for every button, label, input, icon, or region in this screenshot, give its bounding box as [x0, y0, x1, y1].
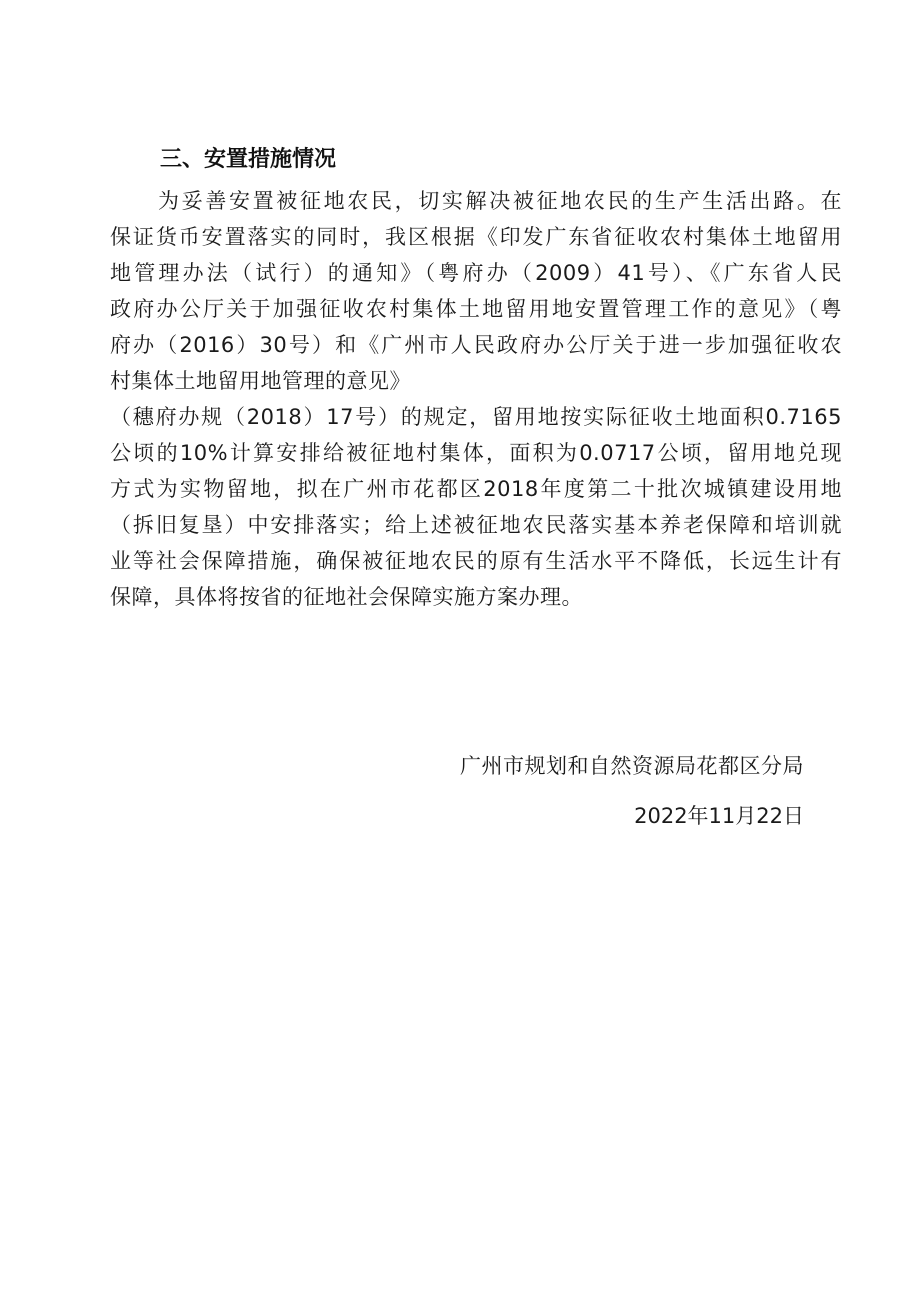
body-line: 方式为实物留地，拟在广州市花都区2018年度第二十批次城镇建设用地	[110, 477, 842, 501]
signature-organization: 广州市规划和自然资源局花都区分局	[460, 754, 804, 778]
body-line: （穗府办规（2018）17号）的规定，留用地按实际征收土地面积0.7165	[110, 405, 842, 429]
body-paragraphs	[110, 183, 842, 615]
signature-block	[460, 748, 804, 834]
body-line: 政府办公厅关于加强征收农村集体土地留用地安置管理工作的意见》（粤	[110, 297, 842, 321]
body-line: 保证货币安置落实的同时，我区根据《印发广东省征收农村集体土地留用	[110, 225, 842, 249]
body-line: （拆旧复垦）中安排落实；给上述被征地农民落实基本养老保障和培训就	[110, 513, 842, 537]
body-line: 为妥善安置被征地农民，切实解决被征地农民的生产生活出路。在	[158, 189, 842, 213]
body-line: 保障，具体将按省的征地社会保障实施方案办理。	[110, 585, 583, 609]
body-line: 公顷的10%计算安排给被征地村集体，面积为0.0717公顷，留用地兑现	[110, 441, 842, 465]
signature-date: 2022年11月22日	[634, 804, 804, 828]
body-line: 地管理办法（试行）的通知》（粤府办（2009）41号）、《广东省人民	[110, 261, 842, 285]
section-heading: 三、安置措施情况	[160, 147, 337, 172]
body-line: 府办（2016）30号）和《广州市人民政府办公厅关于进一步加强征收农	[110, 333, 842, 357]
body-line: 业等社会保障措施，确保被征地农民的原有生活水平不降低，长远生计有	[110, 549, 842, 573]
body-line: 村集体土地留用地管理的意见》	[110, 369, 411, 393]
